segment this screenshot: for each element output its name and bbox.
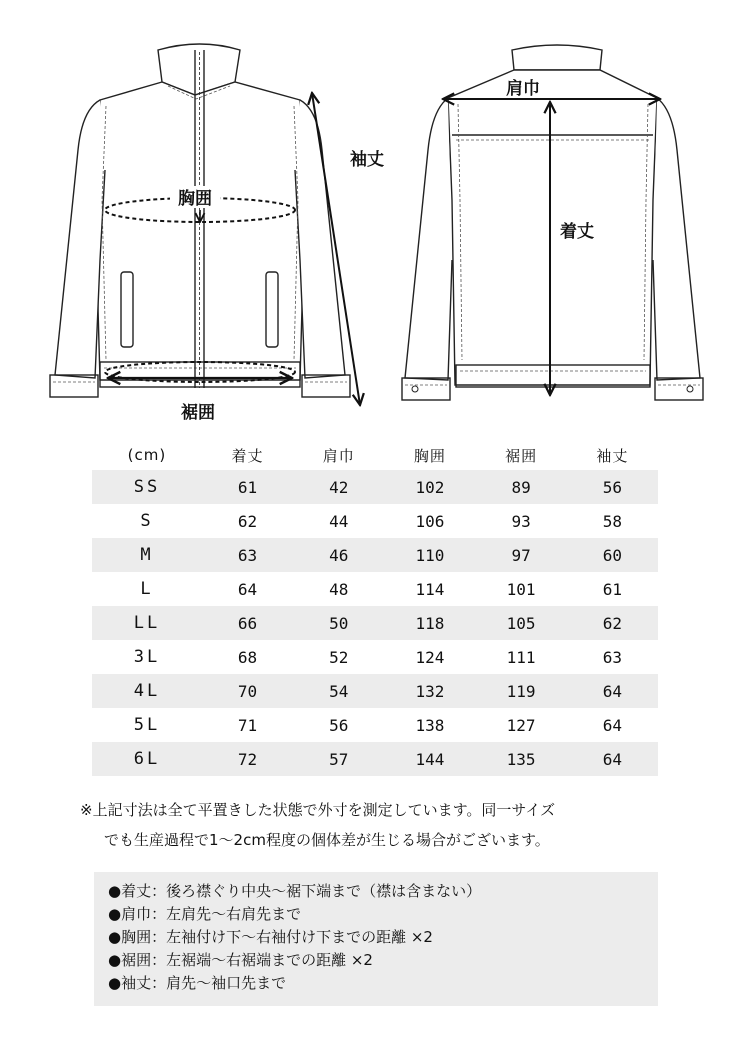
table-row	[92, 470, 658, 504]
size-cell: L	[140, 579, 154, 599]
table-cell: 111	[506, 647, 536, 667]
table-cell: 61	[602, 579, 622, 599]
table-cell: 144	[384, 742, 475, 776]
size-cell: S	[140, 511, 154, 531]
definition-length: ●着丈：後ろ襟ぐり中央～裾下端まで（襟は含まない）	[108, 882, 482, 900]
table-cell: 42	[293, 470, 384, 504]
shoulder-label: 肩巾	[506, 79, 540, 99]
table-cell: 46	[293, 538, 384, 572]
table-cell: 93	[511, 511, 531, 531]
table-cell: 102	[384, 470, 475, 504]
table-cell: 114	[415, 579, 445, 599]
size-cell: SS	[92, 470, 202, 504]
table-cell: 62	[567, 606, 658, 640]
table-cell: 118	[384, 606, 475, 640]
table-header-row	[92, 440, 658, 470]
table-cell: 52	[329, 647, 349, 667]
table-cell: 63	[202, 538, 293, 572]
table-cell: 63	[602, 647, 622, 667]
table-cell: 97	[476, 538, 567, 572]
table-row	[92, 504, 658, 538]
table-cell: 61	[202, 470, 293, 504]
header-hem: 裾囲	[505, 446, 538, 465]
table-cell: 58	[602, 511, 622, 531]
table-cell: 44	[329, 511, 349, 531]
header-shoulder: 肩巾	[322, 446, 355, 465]
table-cell: 138	[415, 715, 445, 735]
table-cell: 62	[237, 511, 258, 531]
back-cuff-button-right	[687, 386, 693, 392]
jacket-diagram	[0, 0, 750, 430]
chest-label: 胸囲	[178, 189, 212, 209]
note-line-1: ※上記寸法は全て平置きした状態で外寸を測定しています。同一サイズ	[80, 801, 556, 819]
header-length: 着丈	[231, 446, 264, 465]
size-cell: 5L	[133, 715, 161, 735]
table-cell: 54	[293, 674, 384, 708]
definition-sleeve: ●袖丈：肩先～袖口先まで	[108, 974, 287, 992]
table-cell: 68	[237, 647, 258, 667]
size-cell: 4L	[92, 674, 202, 708]
size-cell: M	[92, 538, 202, 572]
table-row	[92, 572, 658, 606]
size-cell: 3L	[133, 647, 161, 667]
table-cell: 70	[202, 674, 293, 708]
size-cell: 6L	[92, 742, 202, 776]
back-cuff-button-left	[412, 386, 418, 392]
definition-shoulder: ●肩巾：左肩先～右肩先まで	[108, 905, 302, 923]
table-cell: 64	[567, 742, 658, 776]
table-cell: 64	[237, 579, 258, 599]
table-cell: 71	[237, 715, 258, 735]
table-cell: 127	[506, 715, 536, 735]
table-cell: 56	[329, 715, 349, 735]
measurement-note	[80, 795, 680, 855]
table-cell: 105	[476, 606, 567, 640]
definitions-box	[94, 872, 658, 1006]
definition-hem: ●裾囲：左裾端～右裾端までの距離 ×2	[108, 951, 373, 969]
table-cell: 119	[476, 674, 567, 708]
table-cell: 48	[329, 579, 349, 599]
table-cell: 89	[476, 470, 567, 504]
table-cell: 106	[415, 511, 445, 531]
table-row	[92, 742, 658, 776]
hem-label: 裾囲	[181, 403, 215, 423]
table-row	[92, 538, 658, 572]
definition-chest: ●胸囲：左袖付け下～右袖付け下までの距離 ×2	[108, 928, 433, 946]
table-cell: 101	[506, 579, 536, 599]
table-cell: 57	[293, 742, 384, 776]
table-cell: 64	[602, 715, 622, 735]
table-cell: 56	[567, 470, 658, 504]
table-cell: 110	[384, 538, 475, 572]
table-cell: 50	[293, 606, 384, 640]
table-cell: 124	[415, 647, 445, 667]
table-row	[92, 674, 658, 708]
table-cell: 135	[476, 742, 567, 776]
size-cell: LL	[92, 606, 202, 640]
table-row	[92, 640, 658, 674]
table-cell: 66	[202, 606, 293, 640]
header-chest: 胸囲	[413, 446, 446, 465]
table-cell: 60	[567, 538, 658, 572]
header-unit: (cm)	[127, 446, 167, 464]
note-line-2: でも生産過程で1～2cm程度の個体差が生じる場合がございます。	[104, 831, 550, 849]
sleeve-label: 袖丈	[350, 150, 384, 170]
size-table	[92, 440, 658, 776]
table-row	[92, 606, 658, 640]
header-sleeve: 袖丈	[596, 446, 629, 465]
table-cell: 132	[384, 674, 475, 708]
table-cell: 64	[567, 674, 658, 708]
table-row	[92, 708, 658, 742]
length-label: 着丈	[560, 222, 594, 242]
table-cell: 72	[202, 742, 293, 776]
